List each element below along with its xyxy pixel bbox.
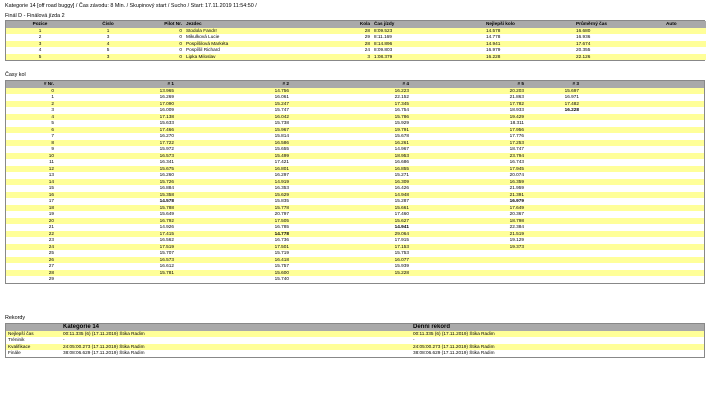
lap-cell: 16.077 <box>291 257 411 264</box>
lap-cell: 17.415 <box>56 231 176 238</box>
lap-cell: 16.009 <box>56 107 176 114</box>
lap-cell: 16.979 <box>411 198 526 205</box>
records-col-header: Kategorie 14 <box>61 324 411 331</box>
lap-cell: 1 <box>6 94 56 101</box>
lap-cell: 15.726 <box>56 179 176 186</box>
lap-cell: 17.519 <box>56 244 176 251</box>
lap-cell: 27 <box>6 263 56 270</box>
laps-col-header: # 3 <box>526 81 581 88</box>
final-cell: 3 <box>354 54 372 61</box>
final-cell: 14.941 <box>484 41 574 48</box>
lap-cell: 17.945 <box>411 166 526 173</box>
lap-cell: 14.919 <box>176 179 291 186</box>
final-cell: 0 <box>142 54 184 61</box>
records-cell: Tréninik <box>6 337 61 344</box>
lap-cell: 15.972 <box>56 146 176 153</box>
lap-cell: 16.792 <box>56 218 176 225</box>
lap-cell: 3 <box>6 107 56 114</box>
lap-cell: 15.649 <box>56 211 176 218</box>
lap-cell: 13.965 <box>56 88 176 95</box>
lap-cell: 23 <box>6 237 56 244</box>
lap-cell: 16.261 <box>291 140 411 147</box>
final-col-header: Průměrný čas <box>574 21 664 28</box>
final-cell: 8:11.169 <box>372 34 484 41</box>
lap-cell: 17.915 <box>291 237 411 244</box>
final-cell: 14.578 <box>484 28 574 35</box>
lap-cell: 15.228 <box>291 270 411 277</box>
lap-cell: 16.785 <box>176 224 291 231</box>
lap-cell: 15.753 <box>291 250 411 257</box>
final-cell: 0 <box>142 34 184 41</box>
lap-cell: 16.586 <box>176 140 291 147</box>
final-cell: 1:08.379 <box>372 54 484 61</box>
lap-cell: 14.926 <box>56 224 176 231</box>
lap-cell: 15.633 <box>56 120 176 127</box>
lap-cell: 23.794 <box>411 153 526 160</box>
final-cell: 1 <box>6 28 74 35</box>
lap-cell: 17 <box>6 198 56 205</box>
lap-cell: 15.629 <box>176 192 291 199</box>
lap-cell: 29.064 <box>291 231 411 238</box>
lap-cell: 16.562 <box>56 237 176 244</box>
lap-cell: 28 <box>6 270 56 277</box>
lap-cell <box>526 276 581 283</box>
final-cell: 5 <box>6 54 74 61</box>
lap-cell: 26 <box>6 257 56 264</box>
lap-cell: 17.421 <box>176 159 291 166</box>
records-cell: - <box>61 337 411 344</box>
lap-cell: 15.835 <box>176 198 291 205</box>
lap-cell: 16.353 <box>176 185 291 192</box>
final-title <box>5 13 65 20</box>
lap-cell: 15.788 <box>56 205 176 212</box>
final-cell: 0 <box>142 28 184 35</box>
lap-cell: 18.953 <box>291 153 411 160</box>
lap-cell: 29 <box>6 276 56 283</box>
lap-cell: 15.661 <box>291 205 411 212</box>
lap-cell: 17.253 <box>411 140 526 147</box>
lap-cell: 16.260 <box>56 172 176 179</box>
final-col-header: Číslo <box>74 21 142 28</box>
final-prefix: Finál D - <box>5 13 27 19</box>
lap-cell: 21 <box>6 224 56 231</box>
records-cell: - <box>411 337 704 344</box>
lap-cell: 15.271 <box>291 172 411 179</box>
lap-cell: 2 <box>6 101 56 108</box>
records-col-header: Denní rekord <box>411 324 704 331</box>
lap-cell: 15.707 <box>56 250 176 257</box>
lap-cell: 17.460 <box>291 211 411 218</box>
lap-cell: 19.791 <box>291 127 411 134</box>
lap-cell: 21.519 <box>411 231 526 238</box>
lap-cell: 16.341 <box>56 159 176 166</box>
final-cell: Stodola Fandrr <box>184 28 354 35</box>
lap-cell: 14 <box>6 179 56 186</box>
records-cell: 24:05:00.273 (17.11.2019) Štika Radim <box>61 344 411 351</box>
lap-cell: 17.345 <box>291 101 411 108</box>
lap-cell: 16.971 <box>526 94 581 101</box>
lap-cell-spacer <box>581 276 704 283</box>
final-cell: Lipka Miloslav <box>184 54 354 61</box>
final-cell: 3 <box>6 41 74 48</box>
table-row <box>6 54 706 61</box>
records-table <box>5 323 705 358</box>
lap-cell: 16.573 <box>56 153 176 160</box>
table-row <box>6 276 704 283</box>
final-cell: 8:09.803 <box>372 47 484 54</box>
final-cell: 1 <box>74 28 142 35</box>
lap-cell: 20.797 <box>176 211 291 218</box>
final-cell: 22.126 <box>574 54 664 61</box>
final-cell: 0 <box>142 47 184 54</box>
final-cell <box>664 54 706 61</box>
lap-cell <box>56 276 176 283</box>
lap-cell: 4 <box>6 114 56 121</box>
lap-cell: 22.384 <box>411 224 526 231</box>
final-cell: 28 <box>354 28 372 35</box>
lap-cell: 15.600 <box>176 270 291 277</box>
lap-cell: 16.884 <box>56 185 176 192</box>
lap-cell: 14.778 <box>176 231 291 238</box>
final-col-header: Auto <box>664 21 706 28</box>
lap-cell: 16.309 <box>291 179 411 186</box>
records-cell: Finále <box>6 350 61 357</box>
lap-cell: 16.418 <box>176 257 291 264</box>
lap-cell: 22.152 <box>291 94 411 101</box>
lap-cell: 17.501 <box>176 244 291 251</box>
laps-col-header: # 1 <box>56 81 176 88</box>
lap-cell: 20.074 <box>411 172 526 179</box>
lap-cell: 15.627 <box>291 218 411 225</box>
lap-cell: 11 <box>6 159 56 166</box>
final-col-header: Čas jízdy <box>372 21 484 28</box>
lap-cell: 15 <box>6 185 56 192</box>
lap-cell: 7 <box>6 133 56 140</box>
lap-cell: 16.736 <box>176 237 291 244</box>
lap-cell: 20.367 <box>411 211 526 218</box>
lap-cell: 15.675 <box>56 166 176 173</box>
final-cell: Pospíšilová Markéta <box>184 41 354 48</box>
final-cell: 8:14.896 <box>372 41 484 48</box>
records-title: Rekordy <box>5 315 26 321</box>
lap-cell: 17.090 <box>56 101 176 108</box>
lap-cell: 24 <box>6 244 56 251</box>
final-cell: 2 <box>6 34 74 41</box>
records-cell: 24:05:00.273 (17.11.2019) Štika Radim <box>411 344 704 351</box>
lap-cell: 14.941 <box>291 224 411 231</box>
lap-cell: 17.782 <box>411 101 526 108</box>
lap-cell: 10 <box>6 153 56 160</box>
final-cell: 3 <box>74 54 142 61</box>
lap-cell: 15.678 <box>291 133 411 140</box>
final-col-header: Jezdec <box>184 21 354 28</box>
lap-cell: 17.956 <box>411 127 526 134</box>
lap-cell: 8 <box>6 140 56 147</box>
lap-cell: 17.722 <box>56 140 176 147</box>
final-cell: Mikulková Lucie <box>184 34 354 41</box>
final-cell: 24 <box>354 47 372 54</box>
report-header: Kategorie 14 [off road buggy] / Čas závodu: 8 Min. / Skupinový start / Sucho / Start: 17.11.2019 11:54:50 / <box>5 3 257 9</box>
lap-cell: 15.740 <box>176 276 291 283</box>
lap-cell: 15.747 <box>176 107 291 114</box>
lap-cell: 14.967 <box>291 146 411 153</box>
final-cell: 14.778 <box>484 34 574 41</box>
lap-cell: 16.061 <box>176 94 291 101</box>
lap-times-table <box>5 80 705 284</box>
lap-cell: 15.929 <box>291 120 411 127</box>
final-cell: Pospíšil Richard <box>184 47 354 54</box>
lap-cell: 17.153 <box>291 244 411 251</box>
records-cell: 00:11.335 (6) (17.11.2019) Štika Radim <box>411 331 704 338</box>
records-cell: Kvalifikace <box>6 344 61 351</box>
lap-cell: 21.959 <box>411 185 526 192</box>
final-col-header: Pilot Nr. <box>142 21 184 28</box>
lap-cell: 16.754 <box>291 107 411 114</box>
final-results-table <box>5 20 705 61</box>
lap-cell: 16.359 <box>411 179 526 186</box>
lap-cell <box>291 276 411 283</box>
lap-cell: 19.129 <box>411 237 526 244</box>
lap-cell: 15.247 <box>176 101 291 108</box>
lap-cell: 17.138 <box>56 114 176 121</box>
final-cell: 4 <box>6 47 74 54</box>
lap-cell: 16.228 <box>526 107 581 114</box>
lap-cell: 18 <box>6 205 56 212</box>
lap-cell: 16.686 <box>291 159 411 166</box>
final-cell: 16.979 <box>484 47 574 54</box>
lap-cell: 16.743 <box>411 159 526 166</box>
lap-cell: 25 <box>6 250 56 257</box>
lap-cell: 16.270 <box>56 133 176 140</box>
final-cell: 16.228 <box>484 54 574 61</box>
lap-cell: 16.042 <box>176 114 291 121</box>
lap-cell: 17.649 <box>411 205 526 212</box>
lap-cell: 16.801 <box>176 166 291 173</box>
lap-cell: 20.203 <box>411 88 526 95</box>
lap-cell: 6 <box>6 127 56 134</box>
lap-cell: 15.967 <box>176 127 291 134</box>
lap-cell: 15.757 <box>176 263 291 270</box>
lap-cell: 16.297 <box>176 172 291 179</box>
lap-cell <box>411 276 526 283</box>
lap-cell: 15.358 <box>56 192 176 199</box>
lap-cell: 12 <box>6 166 56 173</box>
final-cell: 8:09.523 <box>372 28 484 35</box>
lap-cell: 19.373 <box>411 244 526 251</box>
lap-cell: 14.756 <box>176 88 291 95</box>
records-cell: 38:08:06.629 (17.11.2019) Štika Radim <box>61 350 411 357</box>
laps-col-header: # 4 <box>291 81 411 88</box>
final-cell: 5 <box>74 47 142 54</box>
lap-cell: 15.655 <box>176 146 291 153</box>
lap-cell: 14.948 <box>291 192 411 199</box>
lap-cell: 17.505 <box>176 218 291 225</box>
lap-cell: 16.612 <box>56 263 176 270</box>
lap-cell: 15.697 <box>526 88 581 95</box>
final-cell: 16.680 <box>574 28 664 35</box>
records-cell: Nejlepší čas <box>6 331 61 338</box>
final-title-text: Finálová jízda 2 <box>26 13 65 19</box>
lap-cell: 18.798 <box>411 218 526 225</box>
lap-cell: 14.578 <box>56 198 176 205</box>
final-cell: 3 <box>74 34 142 41</box>
final-cell: 29 <box>354 34 372 41</box>
records-cell: 38:08:06.629 (17.11.2019) Štika Radim <box>411 350 704 357</box>
lap-cell: 15.786 <box>291 114 411 121</box>
records-cell: 00:11.335 (6) (17.11.2019) Štika Radim <box>61 331 411 338</box>
lap-cell: 13 <box>6 172 56 179</box>
lap-cell: 15.719 <box>176 250 291 257</box>
lap-cell: 15.781 <box>56 270 176 277</box>
lap-cell: 18.933 <box>411 107 526 114</box>
lap-cell: 16.573 <box>56 257 176 264</box>
lap-cell: 21.391 <box>411 192 526 199</box>
laps-col-header: # 5 <box>411 81 526 88</box>
final-cell: 0 <box>142 41 184 48</box>
lap-cell: 15.738 <box>176 120 291 127</box>
lap-cell: 16.855 <box>291 166 411 173</box>
laps-title: Časy kol <box>5 72 26 78</box>
lap-cell: 16.223 <box>291 88 411 95</box>
lap-cell: 17.482 <box>526 101 581 108</box>
final-col-header: Nejlepší kolo <box>484 21 574 28</box>
final-cell: 20.355 <box>574 47 664 54</box>
lap-cell: 5 <box>6 120 56 127</box>
laps-col-header: # Nr. <box>6 81 56 88</box>
lap-cell: 15.287 <box>291 198 411 205</box>
final-cell: 4 <box>74 41 142 48</box>
lap-cell: 20 <box>6 218 56 225</box>
lap-cell: 15.499 <box>176 153 291 160</box>
lap-cell: 18.311 <box>411 120 526 127</box>
lap-cell: 9 <box>6 146 56 153</box>
lap-cell: 21.863 <box>411 94 526 101</box>
final-cell: 17.674 <box>574 41 664 48</box>
lap-cell: 16.269 <box>56 94 176 101</box>
final-cell: 28 <box>354 41 372 48</box>
lap-cell: 17.776 <box>411 133 526 140</box>
lap-cell: 15.939 <box>291 263 411 270</box>
lap-cell: 15.814 <box>176 133 291 140</box>
lap-cell: 16 <box>6 192 56 199</box>
lap-cell: 22 <box>6 231 56 238</box>
lap-cell: 18.747 <box>411 146 526 153</box>
laps-col-header: # 2 <box>176 81 291 88</box>
final-col-header: Pozice <box>6 21 74 28</box>
final-col-header: Kola <box>354 21 372 28</box>
lap-cell: 19 <box>6 211 56 218</box>
lap-cell: 17.466 <box>56 127 176 134</box>
lap-cell: 15.778 <box>176 205 291 212</box>
lap-cell: 0 <box>6 88 56 95</box>
table-row <box>6 350 704 357</box>
lap-cell: 16.426 <box>291 185 411 192</box>
final-cell: 16.936 <box>574 34 664 41</box>
lap-cell: 19.429 <box>411 114 526 121</box>
